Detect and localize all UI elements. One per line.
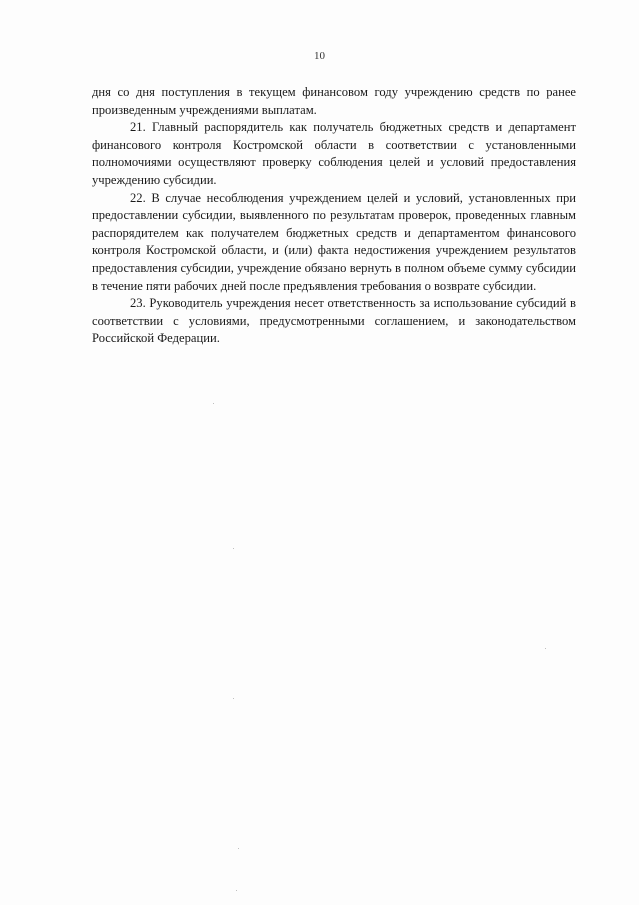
scan-speck [545, 648, 546, 649]
paragraph-21: 21. Главный распорядитель как получатель бюджетных средств и департамент финансового контроля Костромской области в соответствии с установленными полномочиями осуществляют проверку соблюдения целей и условий предоставления учреждению субсидии. [92, 120, 576, 187]
paragraph-continuation: дня со дня поступления в текущем финансовом году учреждению средств по ранее произведенным учреждениями выплатам. [92, 85, 576, 117]
scan-speck [238, 848, 239, 849]
paragraph-22: 22. В случае несоблюдения учреждением целей и условий, установленных при предоставлении субсидии, выявленного по результатам проверок, проведенных главным распорядителем как получателем бюджетных средств и департаментом финансового контроля Костромской области, и (или) факта недостижения учреждением результатов предоставления субсидии, учреждение обязано вернуть в полном объеме сумму субсидии в течение пяти рабочих дней после предъявления требования о возврате субсидии. [92, 190, 576, 293]
scan-speck [233, 698, 234, 699]
document-body [92, 84, 576, 348]
scan-speck [233, 548, 234, 549]
scan-speck [213, 403, 214, 404]
scan-speck [236, 890, 237, 891]
page-number: 10 [314, 50, 325, 62]
paragraph-23: 23. Руководитель учреждения несет ответственность за использование субсидий в соответствии с условиями, предусмотренными соглашением, и законодательством Российской Федерации. [92, 296, 576, 346]
